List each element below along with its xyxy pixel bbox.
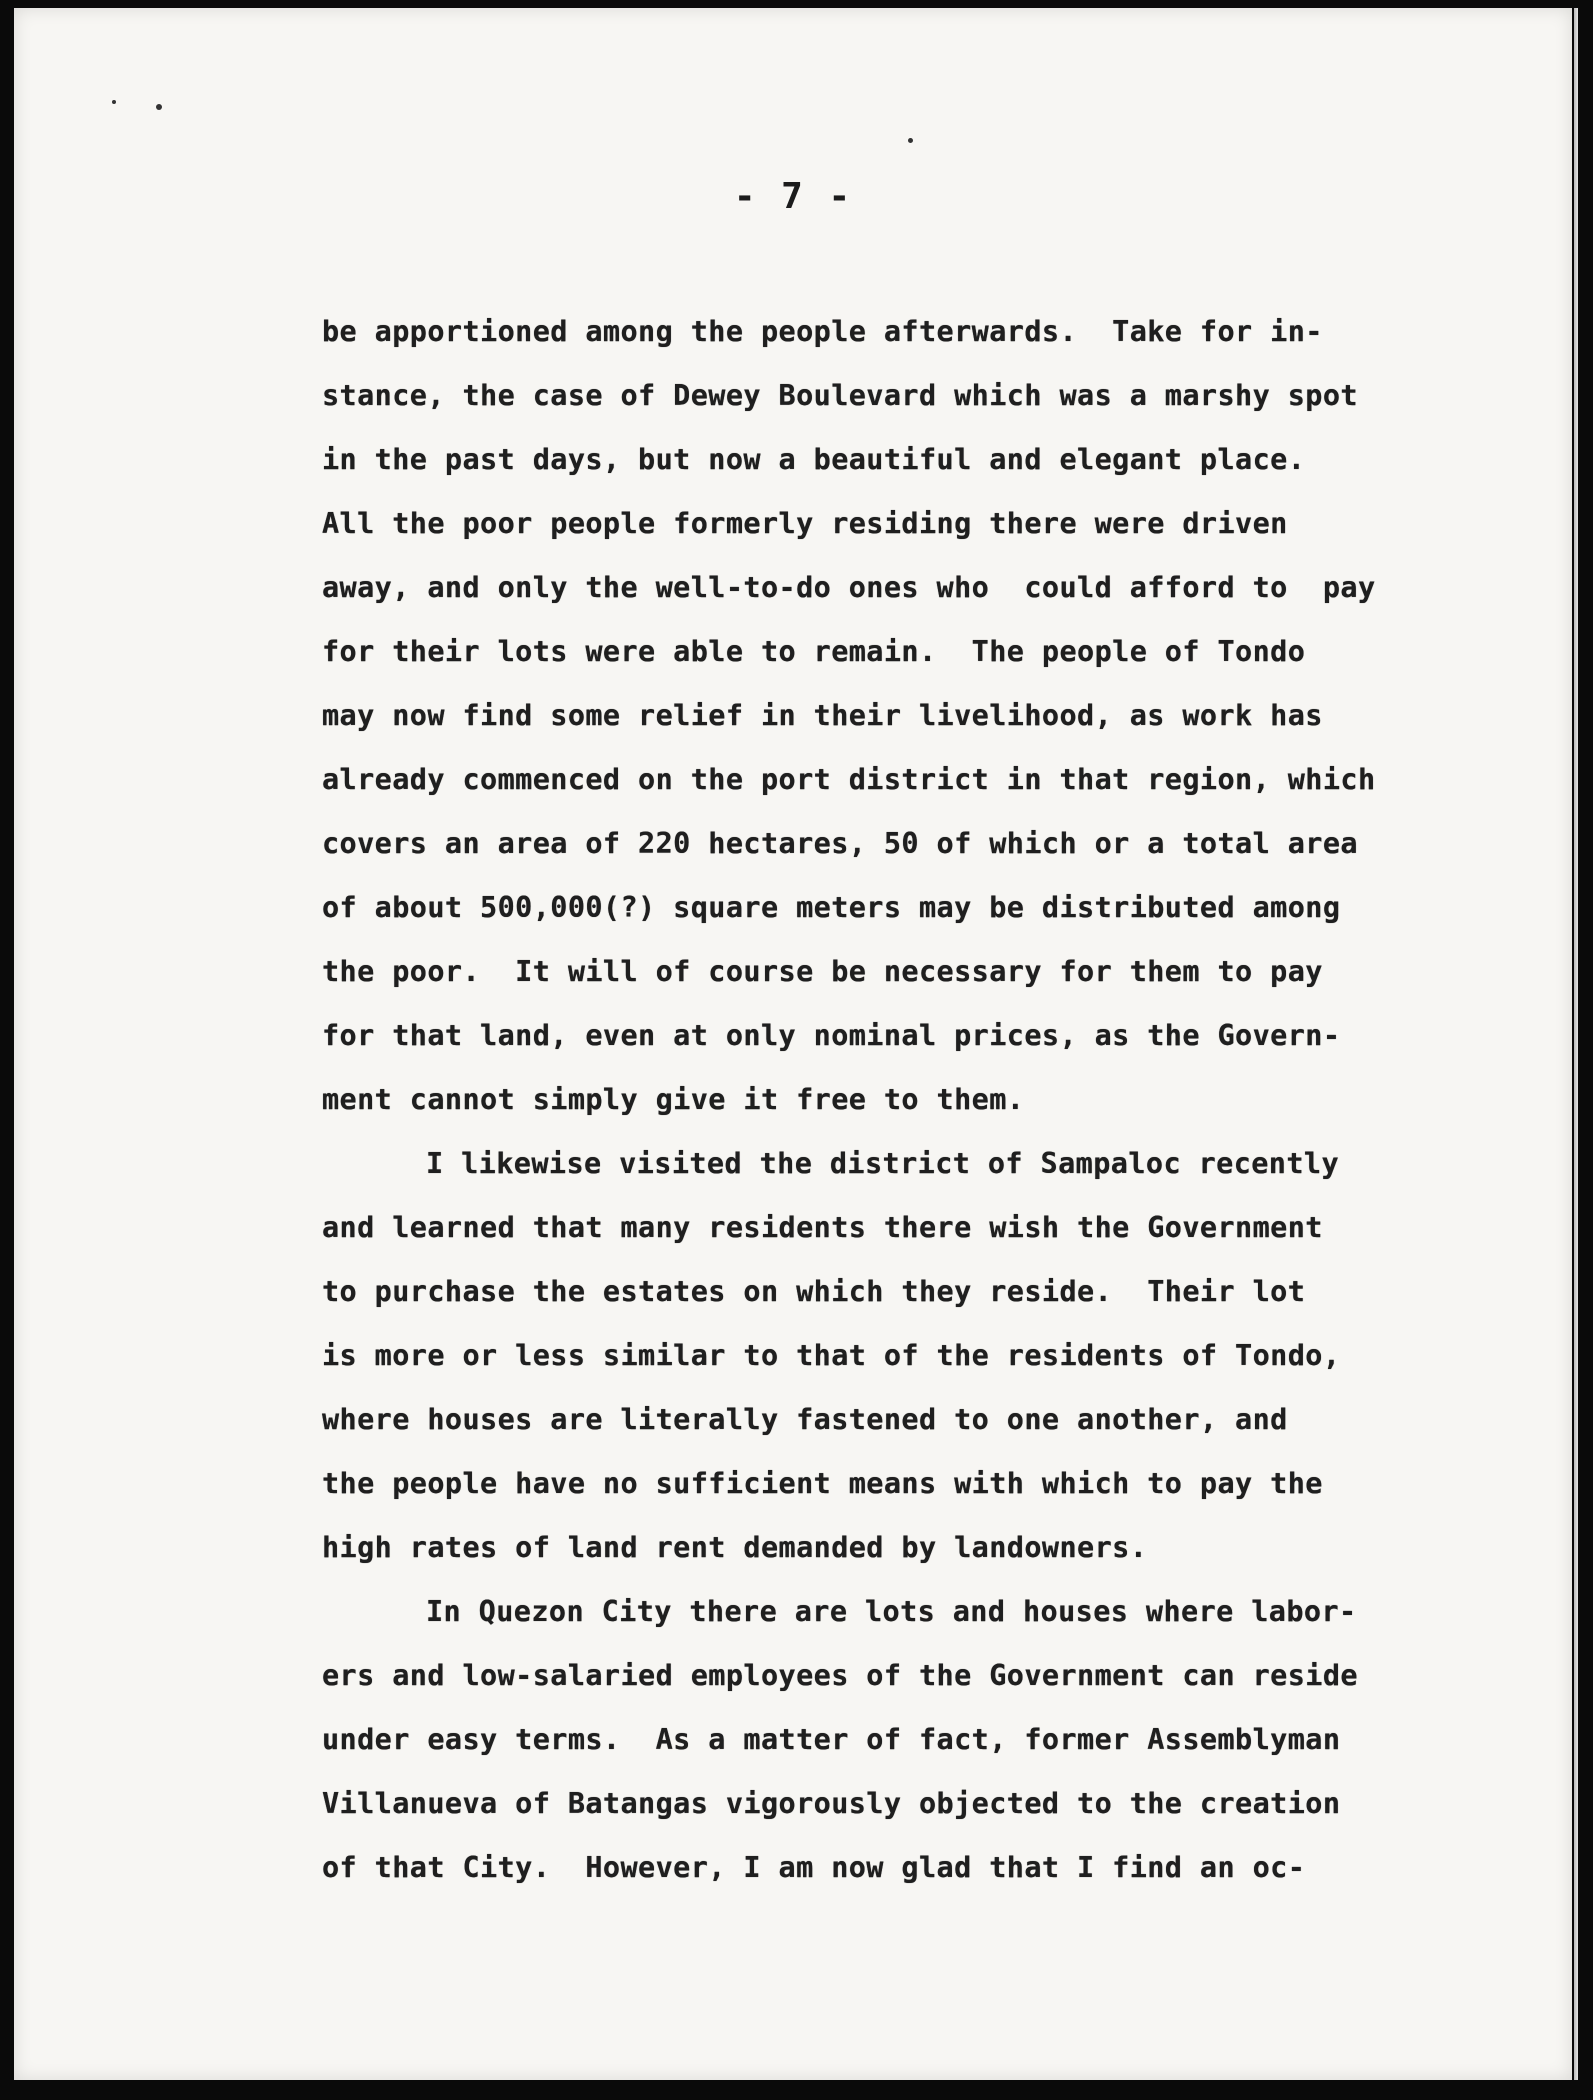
text-line: away, and only the well-to-do ones who could afford to pay: [322, 571, 1376, 604]
paragraph: [322, 1580, 1502, 1900]
text-line: high rates of land rent demanded by landowners.: [322, 1531, 1148, 1564]
text-line: I likewise visited the district of Sampaloc recently: [426, 1147, 1340, 1180]
page-number: - 7 -: [733, 176, 853, 217]
text-line: be apportioned among the people afterwards. Take for in-: [322, 315, 1323, 348]
text-line: to purchase the estates on which they reside. Their lot: [322, 1275, 1306, 1308]
text-line: stance, the case of Dewey Boulevard which was a marshy spot: [322, 379, 1358, 412]
text-line: is more or less similar to that of the residents of Tondo,: [322, 1339, 1341, 1372]
text-line: of about 500,000(?) square meters may be distributed among: [322, 891, 1341, 924]
text-line: All the poor people formerly residing there were driven: [322, 507, 1288, 540]
text-line: ers and low-salaried employees of the Government can reside: [322, 1659, 1358, 1692]
scan-speck: [908, 138, 913, 143]
text-line: Villanueva of Batangas vigorously objected to the creation: [322, 1787, 1341, 1820]
scan-speck: [112, 100, 116, 104]
paragraph: [322, 300, 1502, 1132]
text-line: already commenced on the port district in that region, which: [322, 763, 1376, 796]
text-line: for their lots were able to remain. The people of Tondo: [322, 635, 1306, 668]
scan-speck: [156, 104, 162, 110]
text-line: In Quezon City there are lots and houses where labor-: [426, 1595, 1357, 1628]
text-line: in the past days, but now a beautiful and elegant place.: [322, 443, 1306, 476]
body-text: [322, 300, 1502, 1900]
text-line: under easy terms. As a matter of fact, former Assemblyman: [322, 1723, 1341, 1756]
text-line: covers an area of 220 hectares, 50 of which or a total area: [322, 827, 1358, 860]
document-page: [14, 8, 1572, 2080]
text-line: may now find some relief in their livelihood, as work has: [322, 699, 1323, 732]
page-edge: [1574, 8, 1578, 2080]
text-line: the poor. It will of course be necessary for them to pay: [322, 955, 1323, 988]
paragraph: [322, 1132, 1502, 1580]
text-line: where houses are literally fastened to one another, and: [322, 1403, 1288, 1436]
text-line: ment cannot simply give it free to them.: [322, 1083, 1025, 1116]
text-line: and learned that many residents there wish the Government: [322, 1211, 1323, 1244]
text-line: for that land, even at only nominal prices, as the Govern-: [322, 1019, 1341, 1052]
text-line: the people have no sufficient means with which to pay the: [322, 1467, 1323, 1500]
text-line: of that City. However, I am now glad that I find an oc-: [322, 1851, 1306, 1884]
